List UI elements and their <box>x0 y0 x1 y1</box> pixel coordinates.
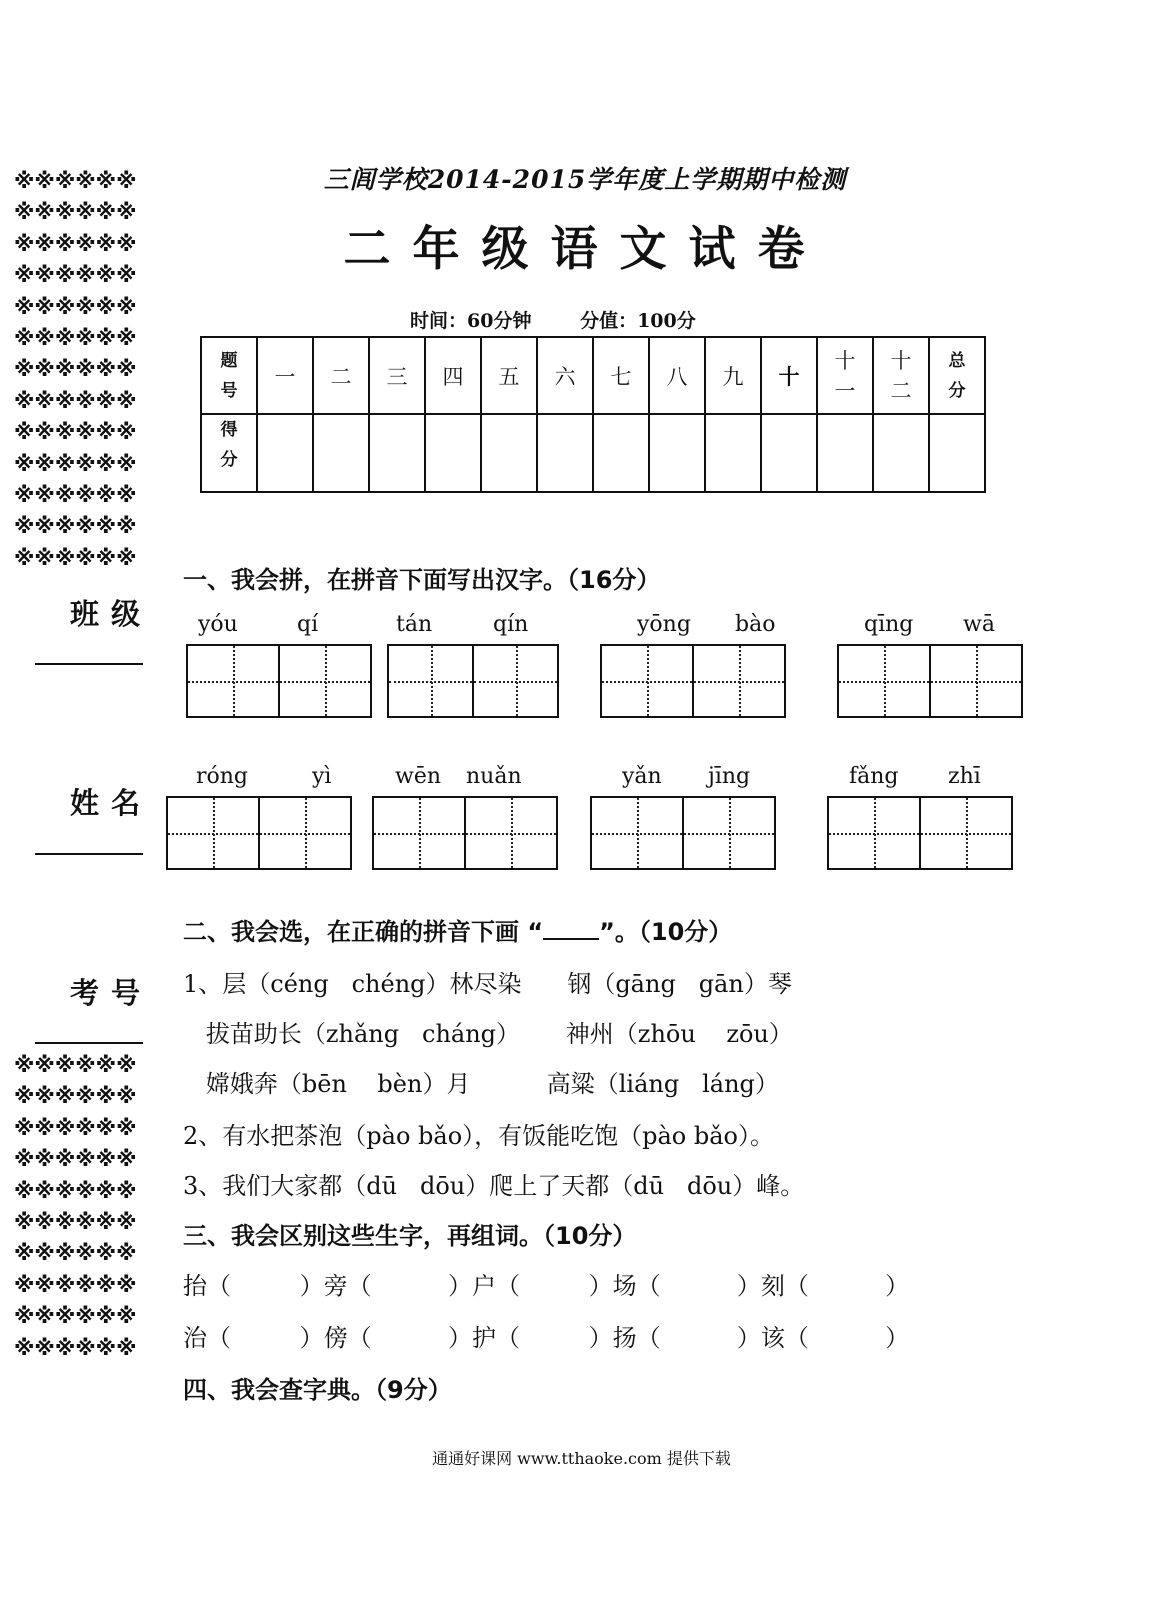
exam-subtitle: 三闾学校2014-2015学年度上学期期中检测 <box>323 165 847 194</box>
score-cell[interactable] <box>817 414 873 492</box>
q2-line-1: 1、层（céng chéng）林尽染 钢（gāng gān）琴 <box>183 970 792 998</box>
col-9: 九 <box>705 337 761 414</box>
q2-line-5: 3、我们大家都（dū dōu）爬上了天都（dū dōu）峰。 <box>183 1172 805 1200</box>
q4-heading: 四、我会查字典。（9分） <box>183 1376 452 1404</box>
col-11: 十 一 <box>817 337 873 414</box>
pinyin: jīng <box>708 764 751 789</box>
col-1: 一 <box>257 337 313 414</box>
score-cell[interactable] <box>705 414 761 492</box>
score-cell-total[interactable] <box>929 414 985 492</box>
col-4: 四 <box>425 337 481 414</box>
q2-heading-pre: 二、我会选，在正确的拼音下画 “ <box>183 918 544 946</box>
score-cell[interactable] <box>537 414 593 492</box>
col-12: 十 二 <box>873 337 929 414</box>
score-cell[interactable] <box>649 414 705 492</box>
pinyin: qín <box>493 612 529 637</box>
score-cell[interactable] <box>761 414 817 492</box>
writing-grid[interactable] <box>387 644 559 718</box>
exam-time: 时间：60分钟 <box>410 310 532 332</box>
col-10: 十 <box>761 337 817 414</box>
pinyin: yǎn <box>622 764 662 789</box>
q1-heading: 一、我会拼，在拼音下面写出汉字。（16分） <box>183 566 661 594</box>
class-line <box>35 663 143 665</box>
exam-meta <box>410 306 696 333</box>
score-cell[interactable] <box>425 414 481 492</box>
score-cell[interactable] <box>257 414 313 492</box>
score-cell[interactable] <box>481 414 537 492</box>
writing-grid[interactable] <box>827 796 1013 870</box>
writing-grid[interactable] <box>186 644 372 718</box>
col-6: 六 <box>537 337 593 414</box>
col-8: 八 <box>649 337 705 414</box>
q2-line-2: 拔苗助长（zhǎng cháng） 神州（zhōu zōu） <box>183 1020 793 1048</box>
col-7: 七 <box>593 337 649 414</box>
pinyin: tán <box>396 612 433 637</box>
pinyin: nuǎn <box>466 764 522 789</box>
q2-heading-post: ”。（10分） <box>599 918 733 946</box>
question-number-label: 题 号 <box>201 337 257 414</box>
exam-title: 二年级语文试卷 <box>343 222 827 277</box>
score-label: 得 分 <box>201 414 257 492</box>
score-table-score-row <box>201 414 985 492</box>
pinyin: róng <box>196 764 249 789</box>
exam-score-value: 分值：100分 <box>580 310 696 332</box>
pinyin: bào <box>735 612 776 637</box>
writing-grid[interactable] <box>166 796 352 870</box>
pinyin: wēn <box>395 764 442 789</box>
col-total: 总 分 <box>929 337 985 414</box>
col-2: 二 <box>313 337 369 414</box>
pinyin: yì <box>312 764 332 789</box>
q2-line-4: 2、有水把茶泡（pào bǎo），有饭能吃饱（pào bǎo）。 <box>183 1122 775 1150</box>
exam-number-line <box>35 1042 143 1044</box>
writing-grid[interactable] <box>590 796 776 870</box>
col-3: 三 <box>369 337 425 414</box>
writing-grid[interactable] <box>600 644 786 718</box>
q2-heading <box>183 912 732 947</box>
margin-stars-top: ※※※※※※ ※※※※※※ ※※※※※※ ※※※※※※ ※※※※※※ ※※※※※※ ※※※※※※ ※※※※※※ ※※※※※※ ※※※※※※ ※※※※※※ ※※※※※※ ※※※※※※ <box>14 169 137 570</box>
pinyin: wā <box>963 612 995 637</box>
score-table-header-row <box>201 337 985 414</box>
pinyin: yóu <box>198 612 238 637</box>
pinyin: qīng <box>864 612 914 637</box>
footer-credit: 通通好课网 www.tthaoke.com 提供下载 <box>432 1449 731 1468</box>
score-table <box>200 336 986 493</box>
score-cell[interactable] <box>369 414 425 492</box>
q3-line-1: 抬（ ）旁（ ）户（ ）场（ ）刻（ ） <box>183 1272 910 1300</box>
q2-line-3: 嫦娥奔（bēn bèn）月 高粱（liáng láng） <box>183 1070 779 1098</box>
pinyin: fǎng <box>849 764 899 789</box>
score-cell[interactable] <box>873 414 929 492</box>
score-cell[interactable] <box>593 414 649 492</box>
writing-grid[interactable] <box>837 644 1023 718</box>
name-label: 姓名 <box>70 786 153 820</box>
underline-sample <box>543 920 599 940</box>
q3-heading: 三、我会区别这些生字，再组词。（10分） <box>183 1222 637 1250</box>
pinyin: qí <box>297 612 319 637</box>
exam-number-label: 考号 <box>70 976 153 1010</box>
q3-line-2: 治（ ）傍（ ）护（ ）扬（ ）该（ ） <box>183 1324 910 1352</box>
pinyin: zhī <box>948 764 981 789</box>
margin-stars-bottom: ※※※※※※ ※※※※※※ ※※※※※※ ※※※※※※ ※※※※※※ ※※※※※※ ※※※※※※ ※※※※※※ ※※※※※※ ※※※※※※ <box>14 1053 137 1360</box>
class-label: 班级 <box>70 597 153 631</box>
name-line <box>35 853 143 855</box>
score-cell[interactable] <box>313 414 369 492</box>
pinyin: yōng <box>637 612 691 637</box>
writing-grid[interactable] <box>372 796 558 870</box>
col-5: 五 <box>481 337 537 414</box>
